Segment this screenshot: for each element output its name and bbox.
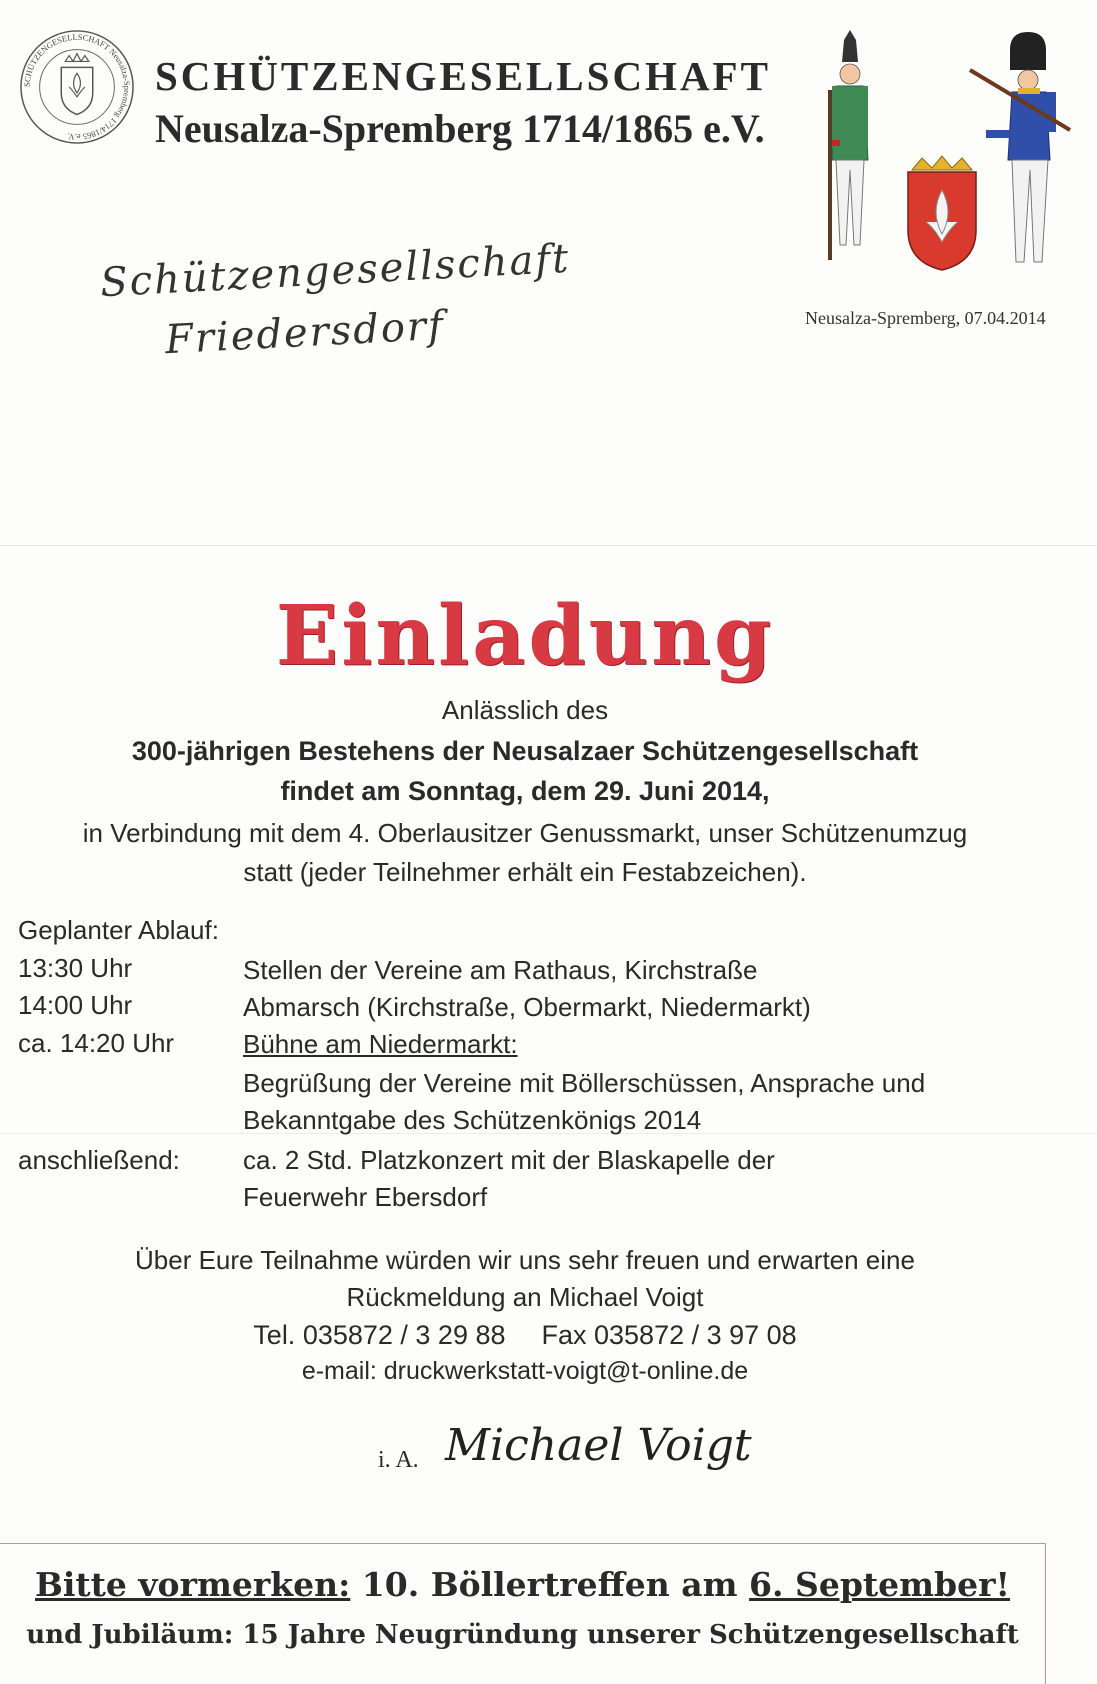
fax-number: Fax 035872 / 3 97 08 bbox=[541, 1320, 797, 1350]
schedule-text: Stellen der Vereine am Rathaus, Kirchstraße bbox=[243, 955, 758, 985]
schedule-time: anschließend: bbox=[18, 1145, 180, 1175]
organization-name: SCHÜTZENGESELLSCHAFT bbox=[155, 53, 771, 99]
invitation-title: Einladung bbox=[275, 588, 775, 684]
schedule-text: Abmarsch (Kirchstraße, Obermarkt, Niedermarkt) bbox=[243, 992, 811, 1022]
schedule-text: Begrüßung der Vereine mit Böllerschüssen, Ansprache und bbox=[243, 1068, 926, 1098]
schedule-text: Bekanntgabe des Schützenkönigs 2014 bbox=[243, 1105, 702, 1135]
handwritten-note-line1: Schützengesellschaft bbox=[99, 235, 572, 307]
notice-date: 6. September! bbox=[749, 1565, 1010, 1604]
place-and-date: Neusalza-Spremberg, 07.04.2014 bbox=[805, 308, 1046, 328]
fold-line bbox=[0, 545, 1097, 546]
organization-location: Neusalza-Spremberg 1714/1865 e.V. bbox=[155, 106, 765, 151]
intro-line: Anlässlich des bbox=[441, 695, 609, 725]
anniversary-line: 300-jährigen Bestehens der Neusalzaer Schützengesellschaft bbox=[131, 736, 919, 766]
schedule-time: ca. 14:20 Uhr bbox=[18, 1028, 175, 1058]
signature: Michael Voigt bbox=[445, 1420, 752, 1471]
schedule-text: Bühne am Niedermarkt: bbox=[243, 1029, 518, 1059]
notice-line2: und Jubiläum: 15 Jahre Neugründung unserer Schützengesellschaft bbox=[26, 1620, 1019, 1650]
schedule-text: ca. 2 Std. Platzkonzert mit der Blaskapelle der bbox=[243, 1145, 775, 1175]
email-address: e-mail: druckwerkstatt-voigt@t-online.de bbox=[301, 1357, 749, 1385]
handwritten-note-line2: Friedersdorf bbox=[163, 302, 446, 364]
notice-label: Bitte vormerken: bbox=[34, 1565, 351, 1604]
on-behalf-label: i. A. bbox=[378, 1447, 419, 1473]
notice-line1 bbox=[0, 1565, 1045, 1604]
event-date-line: findet am Sonntag, dem 29. Juni 2014, bbox=[280, 776, 770, 806]
schedule-time: 14:00 Uhr bbox=[18, 990, 133, 1020]
closing-line: Über Eure Teilnahme würden wir uns sehr freuen und erwarten eine bbox=[135, 1245, 915, 1275]
phone-number: Tel. 035872 / 3 29 88 bbox=[253, 1320, 506, 1350]
notice-event: 10. Böllertreffen am bbox=[361, 1565, 738, 1604]
contact-person: Rückmeldung an Michael Voigt bbox=[346, 1282, 704, 1312]
svg-text:SCHÜTZENGESELLSCHAFT Neusalza- bbox=[23, 33, 131, 141]
phone-fax-line bbox=[0, 1320, 1050, 1351]
schedule-text: Feuerwehr Ebersdorf bbox=[243, 1182, 488, 1212]
schedule-heading: Geplanter Ablauf: bbox=[18, 915, 219, 945]
soldiers-illustration bbox=[820, 30, 1075, 285]
event-context-line: in Verbindung mit dem 4. Oberlausitzer Genussmarkt, unser Schützenumzug bbox=[82, 818, 968, 848]
event-context-line2: statt (jeder Teilnehmer erhält ein Festabzeichen). bbox=[243, 857, 807, 887]
seal-text: SCHÜTZENGESELLSCHAFT Neusalza-Spremberg 1714/1865 e.V. bbox=[22, 32, 132, 142]
club-seal bbox=[18, 28, 136, 146]
schedule-time: 13:30 Uhr bbox=[18, 953, 133, 983]
